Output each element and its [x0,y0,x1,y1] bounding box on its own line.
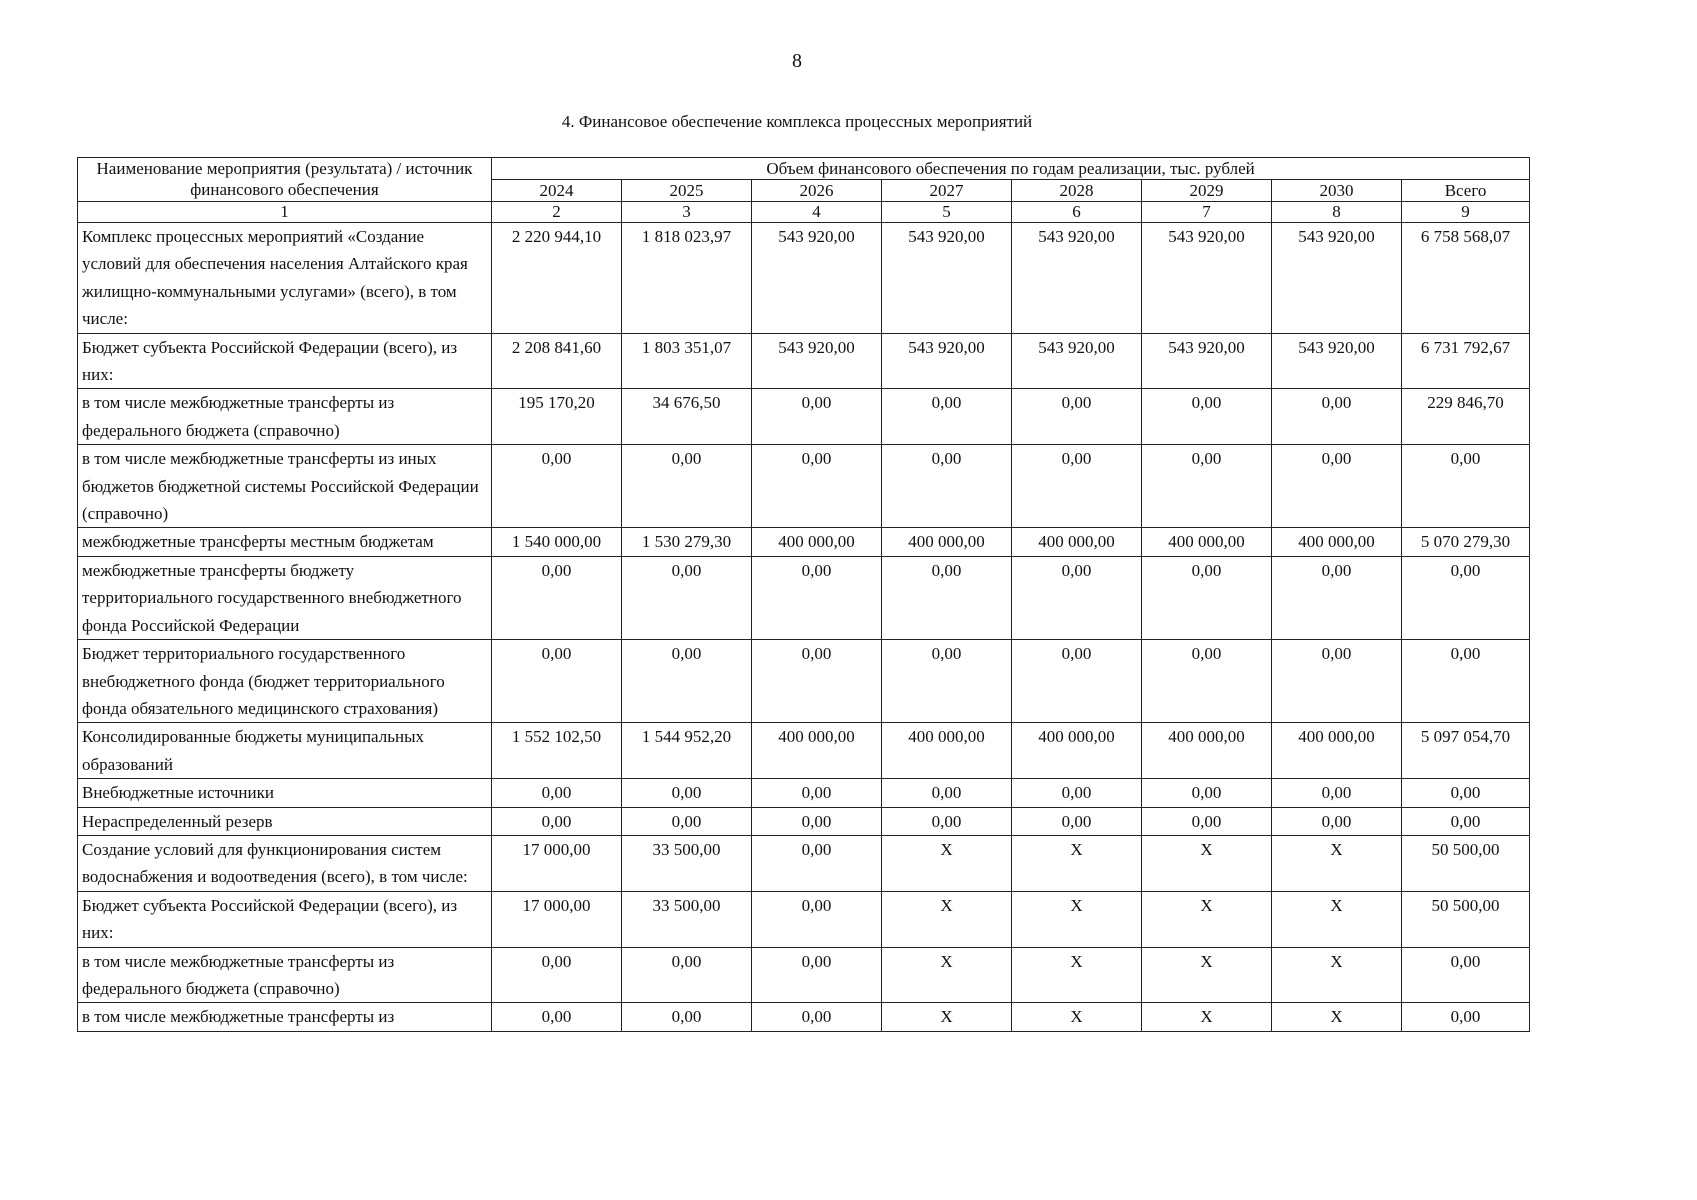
table-row [78,835,1530,891]
row-value: 0,00 [1012,640,1142,723]
row-value: 0,00 [492,947,622,1003]
header-year: 2028 [1012,180,1142,202]
row-value: 0,00 [1272,556,1402,639]
row-value: 400 000,00 [752,528,882,556]
row-value: 195 170,20 [492,389,622,445]
row-value: 543 920,00 [1272,333,1402,389]
header-year: 2027 [882,180,1012,202]
row-total: 6 758 568,07 [1402,223,1530,334]
row-value: X [1142,1003,1272,1031]
row-value: X [1272,947,1402,1003]
row-value: 0,00 [882,389,1012,445]
row-value: 1 803 351,07 [622,333,752,389]
col-number: 5 [882,202,1012,223]
financing-table [77,157,1530,1032]
row-value: 0,00 [752,556,882,639]
row-value: 400 000,00 [882,528,1012,556]
table-row [78,223,1530,334]
row-value: 400 000,00 [752,723,882,779]
row-value: 0,00 [622,1003,752,1031]
row-name: Бюджет субъекта Российской Федерации (всего), из них: [78,333,492,389]
row-value: 0,00 [1142,640,1272,723]
col-number: 9 [1402,202,1530,223]
row-name: Создание условий для функционирования систем водоснабжения и водоотведения (всего), в том числе: [78,835,492,891]
row-value: X [882,835,1012,891]
row-value: 543 920,00 [752,333,882,389]
page-number: 8 [792,50,802,72]
row-value: 400 000,00 [882,723,1012,779]
section-title: 4. Финансовое обеспечение комплекса процессных мероприятий [561,112,1033,131]
row-value: 0,00 [1142,779,1272,807]
row-value: 400 000,00 [1272,723,1402,779]
header-row-col-numbers [78,202,1530,223]
header-total: Всего [1402,180,1530,202]
row-total: 5 097 054,70 [1402,723,1530,779]
row-value: 0,00 [1142,807,1272,835]
row-value: 0,00 [622,947,752,1003]
row-value: 0,00 [492,807,622,835]
row-value: 1 540 000,00 [492,528,622,556]
row-value: 0,00 [1142,445,1272,528]
row-value: 0,00 [492,1003,622,1031]
row-total: 0,00 [1402,556,1530,639]
header-row-top [78,158,1530,180]
col-number: 1 [78,202,492,223]
row-value: X [1142,891,1272,947]
row-value: 0,00 [492,640,622,723]
row-value: 0,00 [752,947,882,1003]
row-name: в том числе межбюджетные трансферты из федерального бюджета (справочно) [78,389,492,445]
row-name: Нераспределенный резерв [78,807,492,835]
row-value: 400 000,00 [1012,528,1142,556]
row-value: 0,00 [752,389,882,445]
table-row [78,333,1530,389]
header-year: 2025 [622,180,752,202]
row-total: 0,00 [1402,640,1530,723]
row-value: 0,00 [1012,389,1142,445]
row-total: 6 731 792,67 [1402,333,1530,389]
row-total: 0,00 [1402,445,1530,528]
row-value: X [882,1003,1012,1031]
col-number: 2 [492,202,622,223]
row-value: 0,00 [752,891,882,947]
row-value: 0,00 [1012,556,1142,639]
table-row [78,556,1530,639]
table-row [78,807,1530,835]
row-value: 0,00 [1012,779,1142,807]
header-volume-col: Объем финансового обеспечения по годам реализации, тыс. рублей [492,158,1530,180]
row-value: 0,00 [1142,389,1272,445]
row-name: в том числе межбюджетные трансферты из иных бюджетов бюджетной системы Российской Федерации (справочно) [78,445,492,528]
row-value: 0,00 [882,445,1012,528]
row-value: 0,00 [752,835,882,891]
row-value: 400 000,00 [1142,723,1272,779]
table-row [78,389,1530,445]
header-year: 2026 [752,180,882,202]
row-value: 1 544 952,20 [622,723,752,779]
row-value: 0,00 [882,807,1012,835]
row-value: 543 920,00 [1142,333,1272,389]
row-value: 2 208 841,60 [492,333,622,389]
row-value: 0,00 [492,556,622,639]
row-total: 0,00 [1402,947,1530,1003]
row-name: межбюджетные трансферты бюджету территориального государственного внебюджетного фонда Российской Федерации [78,556,492,639]
row-total: 0,00 [1402,807,1530,835]
row-value: 543 920,00 [1012,333,1142,389]
row-value: 0,00 [622,556,752,639]
row-value: X [1272,1003,1402,1031]
row-value: X [1012,891,1142,947]
row-value: 33 500,00 [622,835,752,891]
table-row [78,1003,1530,1031]
col-number: 6 [1012,202,1142,223]
row-value: 1 818 023,97 [622,223,752,334]
row-total: 0,00 [1402,1003,1530,1031]
row-value: 34 676,50 [622,389,752,445]
row-value: 0,00 [1012,445,1142,528]
row-value: 0,00 [752,640,882,723]
row-value: 0,00 [1272,640,1402,723]
table-row [78,640,1530,723]
row-value: 0,00 [492,779,622,807]
row-total: 50 500,00 [1402,891,1530,947]
row-value: 0,00 [622,445,752,528]
row-value: 543 920,00 [1142,223,1272,334]
table-row [78,947,1530,1003]
row-value: 2 220 944,10 [492,223,622,334]
row-value: 0,00 [622,779,752,807]
row-total: 0,00 [1402,779,1530,807]
table-row [78,723,1530,779]
row-total: 229 846,70 [1402,389,1530,445]
row-value: 543 920,00 [882,333,1012,389]
row-value: 0,00 [752,779,882,807]
row-name: в том числе межбюджетные трансферты из федерального бюджета (справочно) [78,947,492,1003]
row-value: 400 000,00 [1142,528,1272,556]
row-value: 17 000,00 [492,891,622,947]
table-row [78,528,1530,556]
row-value: X [1142,947,1272,1003]
row-value: 0,00 [492,445,622,528]
row-value: 0,00 [1272,807,1402,835]
row-value: 543 920,00 [752,223,882,334]
row-value: 0,00 [882,779,1012,807]
row-value: 0,00 [882,556,1012,639]
header-year: 2030 [1272,180,1402,202]
row-name: межбюджетные трансферты местным бюджетам [78,528,492,556]
row-name: в том числе межбюджетные трансферты из [78,1003,492,1031]
row-value: 0,00 [1272,389,1402,445]
row-total: 50 500,00 [1402,835,1530,891]
row-name: Консолидированные бюджеты муниципальных образований [78,723,492,779]
row-total: 5 070 279,30 [1402,528,1530,556]
row-value: 1 530 279,30 [622,528,752,556]
row-value: 0,00 [1142,556,1272,639]
row-value: 0,00 [752,445,882,528]
row-value: 1 552 102,50 [492,723,622,779]
col-number: 7 [1142,202,1272,223]
table-body [78,223,1530,1032]
row-value: 33 500,00 [622,891,752,947]
row-value: X [1012,1003,1142,1031]
row-value: 0,00 [1272,779,1402,807]
table-row [78,445,1530,528]
header-year: 2029 [1142,180,1272,202]
row-value: 0,00 [622,807,752,835]
row-value: 17 000,00 [492,835,622,891]
row-name: Бюджет территориального государственного внебюджетного фонда (бюджет территориального фонда обязательного медицинского страхования) [78,640,492,723]
table-row [78,891,1530,947]
row-value: X [1012,947,1142,1003]
row-value: 0,00 [752,1003,882,1031]
row-value: 0,00 [1012,807,1142,835]
col-number: 4 [752,202,882,223]
row-value: X [1272,891,1402,947]
row-value: 0,00 [882,640,1012,723]
col-number: 8 [1272,202,1402,223]
row-value: 400 000,00 [1012,723,1142,779]
row-value: X [1272,835,1402,891]
row-name: Внебюджетные источники [78,779,492,807]
row-value: 543 920,00 [1012,223,1142,334]
row-value: 0,00 [622,640,752,723]
row-value: 400 000,00 [1272,528,1402,556]
row-value: 0,00 [1272,445,1402,528]
col-number: 3 [622,202,752,223]
header-year: 2024 [492,180,622,202]
row-name: Бюджет субъекта Российской Федерации (всего), из них: [78,891,492,947]
row-value: X [882,891,1012,947]
row-value: 543 920,00 [1272,223,1402,334]
row-value: X [1142,835,1272,891]
row-name: Комплекс процессных мероприятий «Создание условий для обеспечения населения Алтайского края жилищно-коммунальными услугами» (всего), в том числе: [78,223,492,334]
row-value: X [1012,835,1142,891]
row-value: 543 920,00 [882,223,1012,334]
header-name-col: Наименование мероприятия (результата) / источник финансового обеспечения [78,158,492,202]
row-value: 0,00 [752,807,882,835]
table-row [78,779,1530,807]
row-value: X [882,947,1012,1003]
